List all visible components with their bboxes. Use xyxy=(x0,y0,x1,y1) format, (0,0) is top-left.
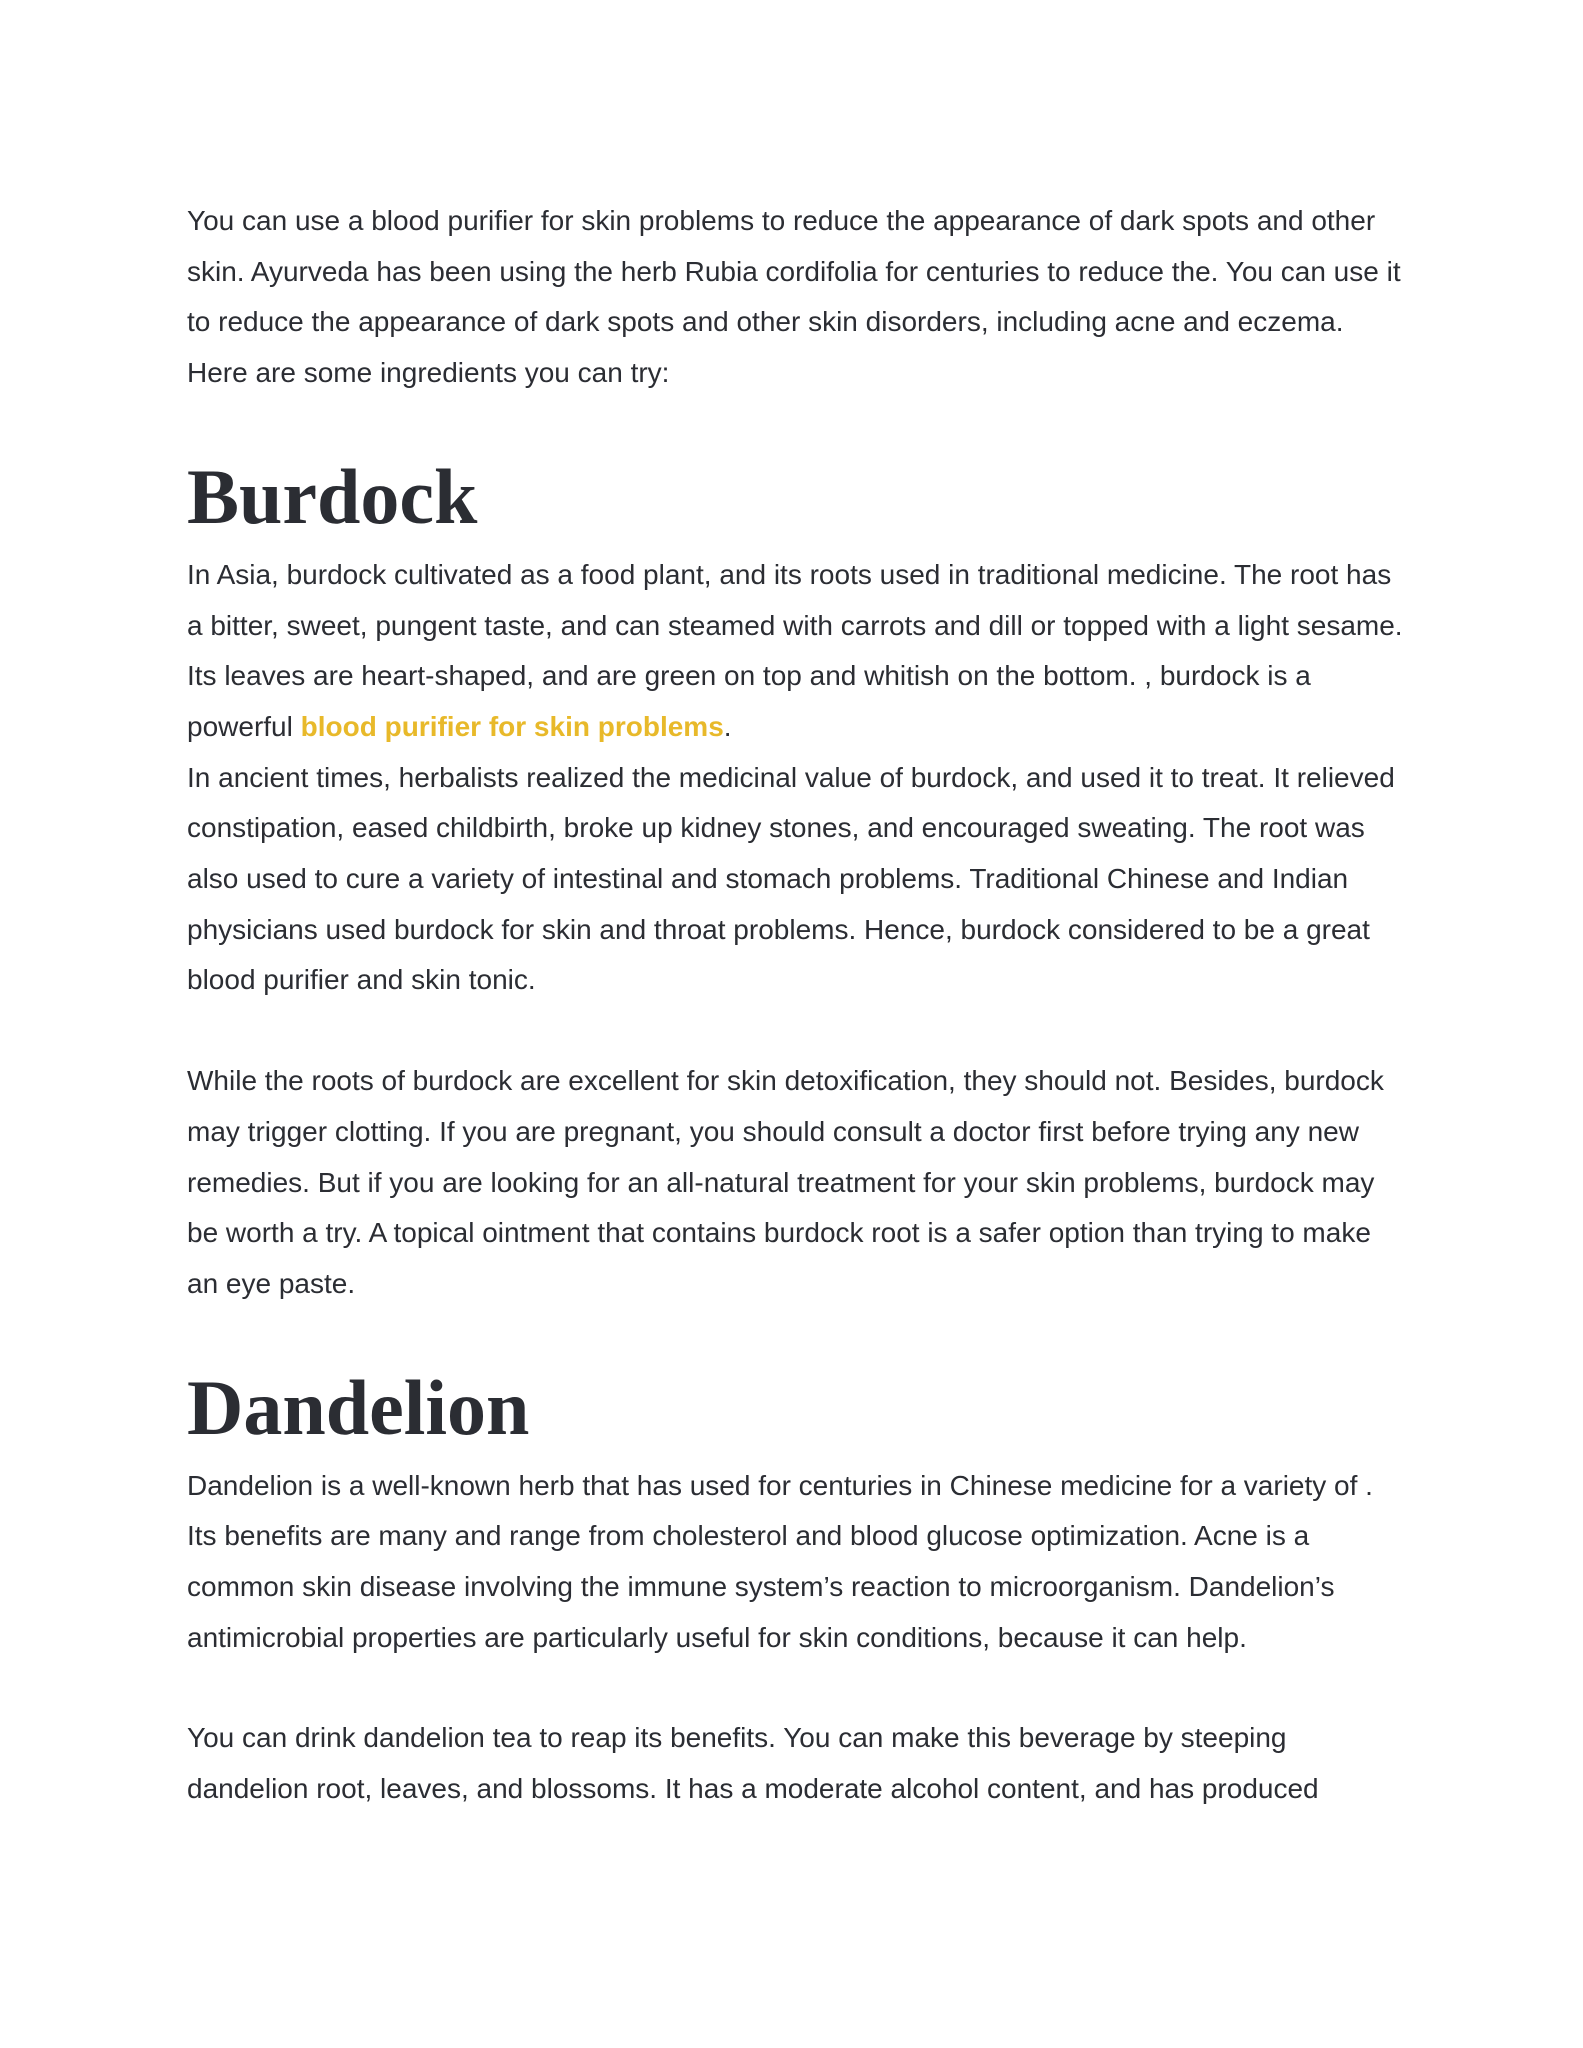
dandelion-heading: Dandelion xyxy=(187,1363,530,1451)
intro-paragraph: You can use a blood purifier for skin problems to reduce the appearance of dark spots and other skin. Ayurveda has been using the herb Rubia cordifolia for centuries to reduce the. You can use it to reduce the appearance of dark spots and other skin disorders, including acne and eczema. Here are some ingredients you can try: xyxy=(187,205,1401,389)
dandelion-paragraph-2: You can drink dandelion tea to reap its benefits. You can make this beverage by steeping dandelion root, leaves, and blossoms. It has a moderate alcohol content, and has produced xyxy=(187,1722,1319,1805)
burdock-paragraph-1-text: In Asia, burdock cultivated as a food plant, and its roots used in traditional medicine. The root has a bitter, sweet, pungent taste, and can steamed with carrots and dill or topped with a light sesame. Its leaves are heart-shaped, and are green on top and whitish on the bottom. , burdock is a powerful xyxy=(187,558,1403,742)
burdock-paragraph-3: While the roots of burdock are excellent for skin detoxification, they should not. Besides, burdock may trigger clotting. If you are pregnant, you should consult a doctor first before trying any new remedies. But if you are looking for an all-natural treatment for your skin problems, burdock may be worth a try. A topical ointment that contains burdock root is a safer option than trying to make an eye paste. xyxy=(187,1065,1384,1299)
burdock-heading: Burdock xyxy=(187,452,478,540)
dandelion-paragraph-1: Dandelion is a well-known herb that has used for centuries in Chinese medicine for a variety of . Its benefits are many and range from cholesterol and blood glucose optimization. Acne is a common skin disease involving the immune system’s reaction to microorganism. Dandelion’s antimicrobial properties are particularly useful for skin conditions, because it can help. xyxy=(187,1469,1373,1653)
burdock-paragraph-2: In ancient times, herbalists realized the medicinal value of burdock, and used it to treat. It relieved constipation, eased childbirth, broke up kidney stones, and encouraged sweating. The root was also used to cure a variety of intestinal and stomach problems. Traditional Chinese and Indian physicians used burdock for skin and throat problems. Hence, burdock considered to be a great blood purifier and skin tonic. xyxy=(187,761,1395,996)
blood-purifier-link[interactable]: blood purifier for skin problems xyxy=(300,710,724,742)
burdock-paragraph-1-end: . xyxy=(723,710,732,742)
burdock-paragraph-1 xyxy=(187,550,1407,753)
document-page xyxy=(187,196,1407,1815)
paragraph-spacer xyxy=(187,1663,1407,1713)
paragraph-spacer xyxy=(187,1006,1407,1056)
